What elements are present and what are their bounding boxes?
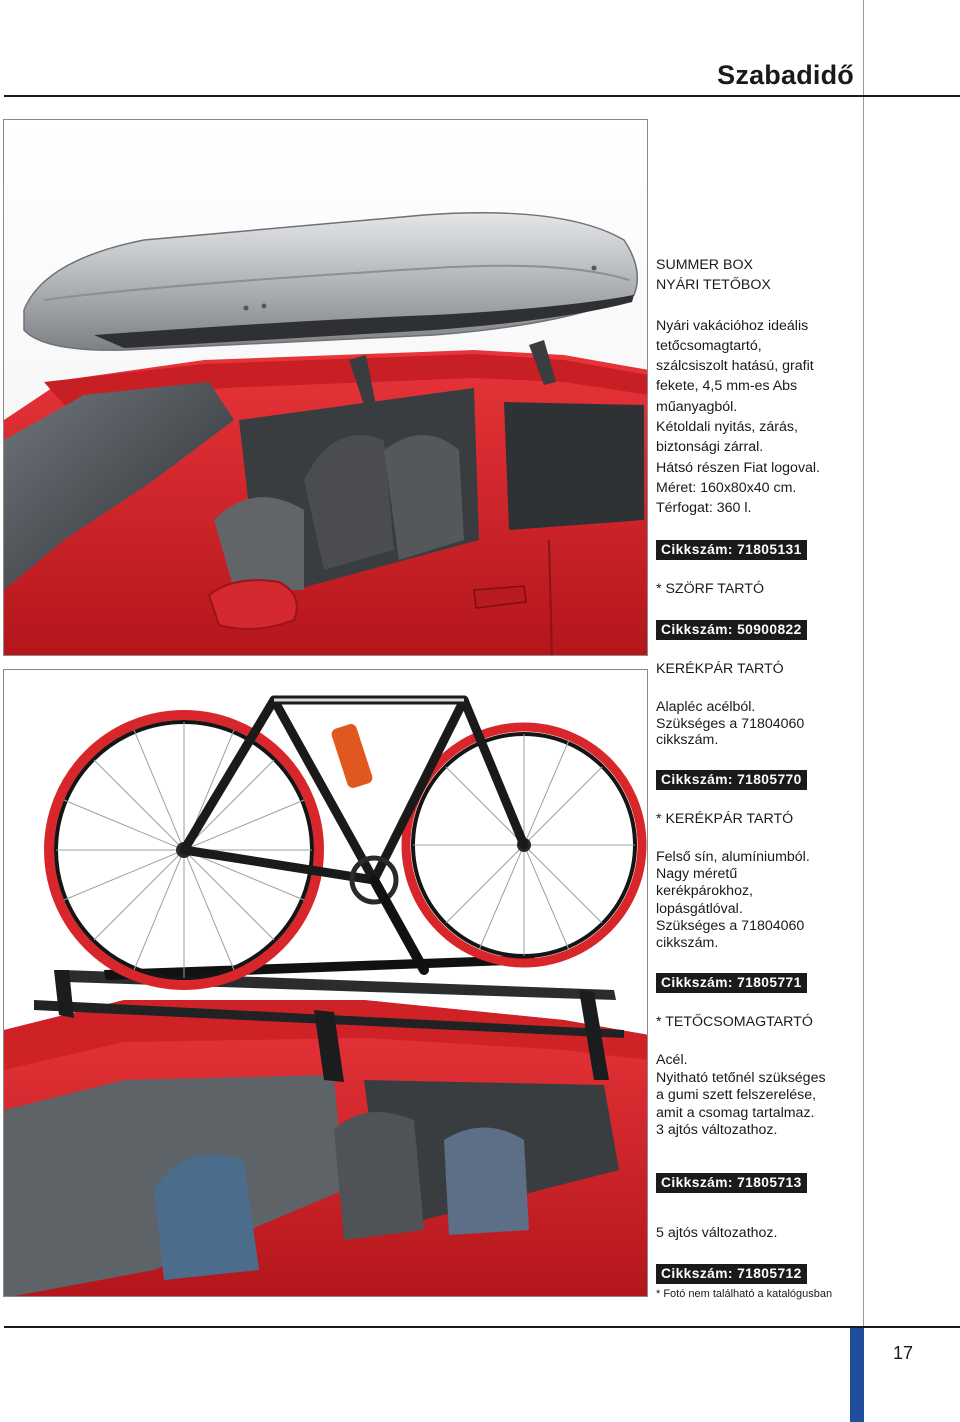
page-title: Szabadidő bbox=[717, 60, 854, 90]
product-description: Nyári vakációhoz ideális tetőcsomagtartó, szálcsiszolt hatású, grafit fekete, 4,5 mm-es Abs műanyagból. Kétoldali nyitás, zárás, biztonsági zárral. Hátsó részen Fiat logoval. Méret: 160x80x40 cm. Térfogat: 360 l. bbox=[656, 317, 821, 517]
product-code-badge: Cikkszám: 71805713 bbox=[656, 1173, 807, 1193]
product-title: 5 ajtós változathoz. bbox=[656, 1224, 778, 1241]
page-accent-bar bbox=[850, 1328, 864, 1422]
product-title: * SZÖRF TARTÓ bbox=[656, 580, 764, 597]
footer-rule bbox=[4, 1326, 960, 1328]
product-title: * TETŐCSOMAGTARTÓ bbox=[656, 1014, 813, 1031]
product-text-column bbox=[656, 255, 856, 1301]
product-code-badge: Cikkszám: 71805712 bbox=[656, 1264, 807, 1284]
header-rule bbox=[4, 95, 960, 97]
bike-carrier-illustration bbox=[4, 670, 648, 1297]
product-code-badge: Cikkszám: 50900822 bbox=[656, 620, 807, 640]
product-code-badge: Cikkszám: 71805131 bbox=[656, 540, 807, 560]
product-description: Acél. Nyitható tetőnél szükséges a gumi szett felszerelése, amit a csomag tartalmaz. 3 ajtós változathoz. bbox=[656, 1052, 826, 1139]
product-code-badge: Cikkszám: 71805770 bbox=[656, 770, 807, 790]
page-number: 17 bbox=[893, 1343, 914, 1363]
roof-box-photo bbox=[3, 119, 648, 656]
product-code-badge: Cikkszám: 71805771 bbox=[656, 973, 807, 993]
right-margin-line bbox=[863, 0, 864, 1422]
product-title: * KERÉKPÁR TARTÓ bbox=[656, 810, 794, 827]
bike-carrier-photo bbox=[3, 669, 648, 1297]
product-title: KERÉKPÁR TARTÓ bbox=[656, 660, 784, 677]
roof-box-illustration bbox=[4, 120, 648, 656]
product-title: SUMMER BOX NYÁRI TETŐBOX bbox=[656, 257, 771, 294]
footnote: * Fotó nem található a katalógusban bbox=[656, 1288, 833, 1301]
product-description: Alapléc acélból. Szükséges a 71804060 cikkszám. bbox=[656, 699, 805, 749]
product-description: Felső sín, alumíniumból. Nagy méretű kerékpárokhoz, lopásgátlóval. Szükséges a 71804060 cikkszám. bbox=[656, 848, 810, 951]
